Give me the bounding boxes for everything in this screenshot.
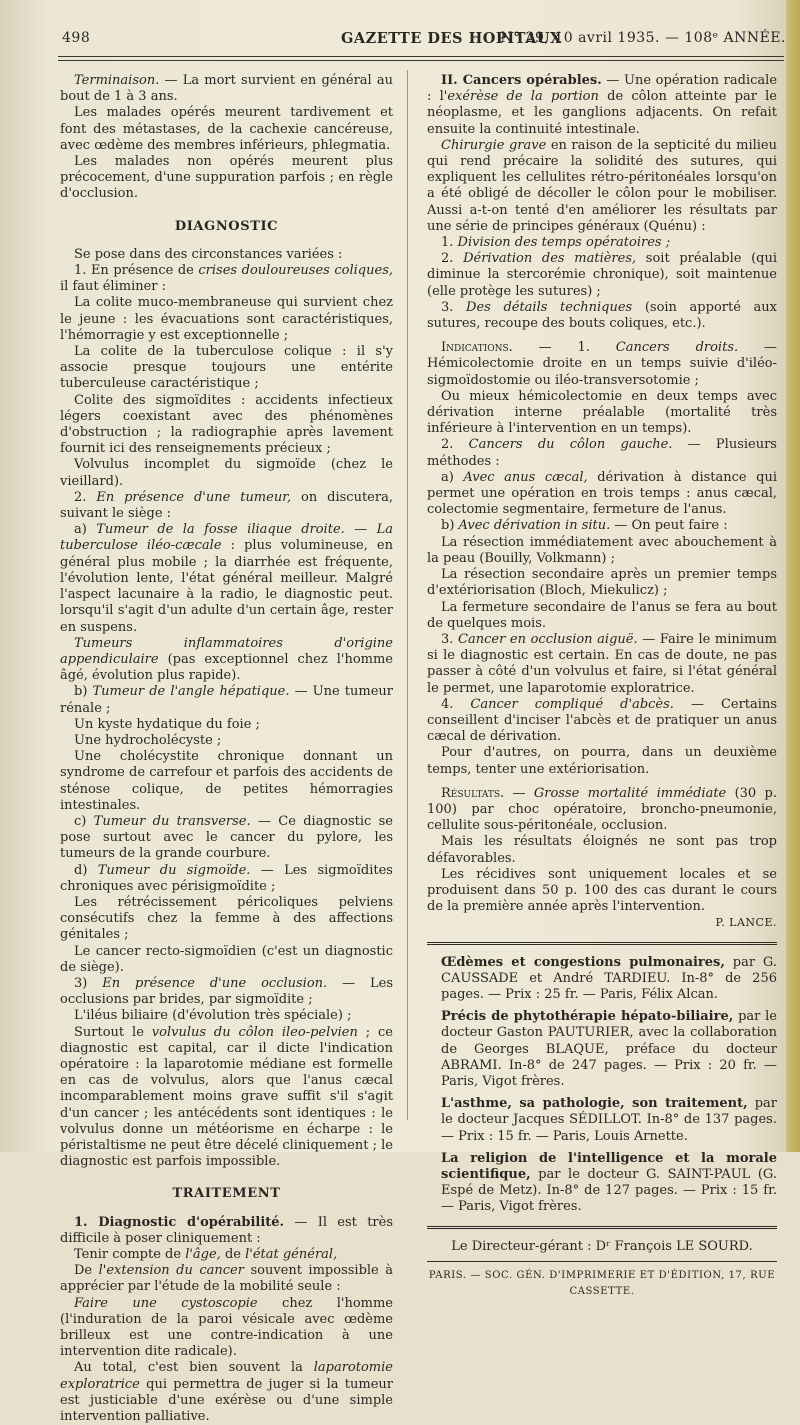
paragraph: Indications. — 1. Cancers droits. — Hémicolectomie droite en un temps suivie d'iléo-sigmoïdostomie ou iléo-transversotomie ;: [427, 340, 777, 388]
author-signature: P. LANCE.: [715, 916, 777, 930]
paragraph: Une cholécystite chronique donnant un syndrome de carrefour et parfois des accidents de sténose colique, de petites hémorragies intestinales.: [60, 749, 393, 813]
director-line: Le Directeur-gérant : Dʳ François LE SOURD.: [451, 1238, 753, 1254]
book-entry: La religion de l'intelligence et la morale scientifique, par le docteur G. SAINT-PAUL (G. Espé de Metz). In-8° de 127 pages. — Prix : 15 fr. — Paris, Vigot frères.: [441, 1150, 777, 1215]
paragraph: Un kyste hydatique du foie ;: [74, 716, 260, 732]
paragraph: 1. Division des temps opératoires ;: [441, 235, 671, 251]
paragraph: Tenir compte de l'âge, de l'état général,: [74, 1247, 338, 1263]
section-rule: [427, 942, 777, 945]
section-heading-traitement: TRAITEMENT: [172, 1186, 281, 1202]
paragraph: Les rétrécissement péricoliques pelviens consécutifs chez la femme à des affections génitales ;: [60, 894, 393, 943]
paragraph: Colite des sigmoïdites : accidents infectieux légers coexistant avec des phénomènes d'obstruction ; la radiographie après lavement fournit ici des renseignements précieux ;: [60, 392, 393, 457]
paragraph: d) Tumeur du sigmoïde. — Les sigmoïdites chroniques avec périsigmoïdite ;: [60, 862, 393, 894]
printer-line: PARIS. — SOC. GÉN. D'IMPRIMERIE ET D'ÉDITION, 17, RUE CASSETTE.: [428, 1269, 776, 1298]
footer-rule: [427, 1226, 777, 1229]
paragraph: II. Cancers opérables. — Une opération radicale : l'exérèse de la portion de côlon atteinte par le néoplasme, et les ganglions adjacents. On refait ensuite la continuité intestinale.: [427, 73, 778, 137]
column-divider: [407, 70, 408, 1120]
paragraph: a) Avec anus cæcal, dérivation à distance qui permet une opération en trois temps : anus cæcal, colectomie segmentaire, fermeture de l'anus.: [427, 469, 777, 518]
paragraph: Le cancer recto-sigmoïdien (c'est un diagnostic de siège).: [60, 943, 393, 975]
paragraph: a) Tumeur de la fosse iliaque droite. — La tuberculose iléo-cæcale : plus volumineuse, en général plus mobile ; la diarrhée est fréquente, l'évolution lente, l'état général meilleur. Malgré l'aspect lacunaire à la radio, le diagnostic peut. lorsqu'il s'agit d'un adulte d'un certain âge, rester en suspens.: [60, 522, 394, 635]
header-rule: [58, 56, 784, 57]
paragraph: Se pose dans des circonstances variées :: [74, 246, 343, 262]
left-column: [60, 73, 393, 1425]
paragraph: La fermeture secondaire de l'anus se fera au bout de quelques mois.: [427, 599, 777, 631]
paragraph: Les malades opérés meurent tardivement et font des métastases, de la cachexie cancéreuse, avec œdème des membres inférieurs, phlegmatia.: [60, 105, 393, 153]
book-entry: Précis de phytothérapie hépato-biliaire, par le docteur Gaston PAUTURIER, avec la collaboration de Georges BLAQUE, préface du docteur ABRAMI. In-8° de 247 pages. — Prix : 20 fr. — Paris, Vigot frères.: [441, 1009, 777, 1089]
paragraph: L'iléus biliaire (d'évolution très spéciale) ;: [74, 1008, 352, 1024]
paragraph: b) Tumeur de l'angle hépatique. — Une tumeur rénale ;: [60, 684, 393, 716]
paragraph: Surtout le volvulus du côlon ileo-pelvien ; ce diagnostic est capital, car il dicte l'indication opératoire : la laparotomie médiane est formelle en cas de volvulus, alors que l'anus cæcal incomparablement moins grave suffit s'il s'agit d'un cancer ; les antécédents sont identiques : le volvulus donne un météorisme en écharpe : le péristaltisme ne peut être décelé cliniquement ; le diagnostic est parfois impossible.: [60, 1024, 393, 1170]
paragraph: Terminaison. — La mort survient en général au bout de 1 à 3 ans.: [60, 73, 393, 105]
book-entry: Œdèmes et congestions pulmonaires, par G. CAUSSADE et André TARDIEU. In-8° de 256 pages. — Prix : 25 fr. — Paris, Félix Alcan.: [441, 954, 777, 1002]
paragraph: 3. Des détails techniques (soin apporté aux sutures, recoupe des bouts coliques, etc.).: [427, 299, 777, 332]
header-rule-2: [58, 60, 784, 61]
paragraph: c) Tumeur du transverse. — Ce diagnostic se pose surtout avec le cancer du pylore, les tumeurs de la grande courbure.: [60, 813, 393, 862]
paragraph: La colite muco-membraneuse qui survient chez le jeune : les évacuations sont caractéristiques, l'hémorragie y est exceptionnelle ;: [60, 295, 393, 343]
printer-rule: [427, 1261, 777, 1262]
book-list: [427, 955, 777, 1216]
paragraph: 1. Diagnostic d'opérabilité. — Il est très difficile à poser cliniquement :: [60, 1214, 394, 1246]
book-entry: L'asthme, sa pathologie, son traitement, par le docteur Jacques SÉDILLOT. In-8° de 137 pages. — Prix : 15 fr. — Paris, Louis Arnette.: [441, 1096, 777, 1144]
paragraph: 3) En présence d'une occlusion. — Les occlusions par brides, par sigmoïdite ;: [60, 975, 393, 1008]
paragraph: Résultats. — Grosse mortalité immédiate (30 p. 100) par choc opératoire, broncho-pneumonie, cellulite sous-péritonéale, occlusion.: [427, 785, 777, 834]
paragraph: La colite de la tuberculose colique : il s'y associe presque toujours une entérite tuberculeuse caractéristique ;: [60, 344, 393, 392]
paragraph: Tumeurs inflammatoires d'origine appendiculaire (pas exceptionnel chez l'homme âgé, évolution plus rapide).: [60, 635, 393, 684]
paragraph: Au total, c'est bien souvent la laparotomie exploratrice qui permettra de juger si la tumeur est justiciable d'une exérèse ou d'une simple intervention palliative.: [60, 1360, 393, 1425]
paragraph: 2. Cancers du côlon gauche. — Plusieurs méthodes :: [427, 437, 777, 469]
paragraph: 4. Cancer compliqué d'abcès. — Certains conseillent d'inciser l'abcès et de pratiquer un anus cæcal de dérivation.: [427, 696, 777, 745]
page-header: [58, 30, 786, 54]
page-number: 498: [62, 30, 91, 46]
paragraph: De l'extension du cancer souvent impossible à apprécier par l'étude de la mobilité seule :: [60, 1263, 393, 1295]
paragraph: Mais les résultats éloignés ne sont pas trop défavorables.: [427, 834, 777, 866]
paragraph: Ou mieux hémicolectomie en deux temps avec dérivation interne préalable (mortalité très inférieure à l'intervention en un temps).: [427, 388, 777, 437]
paragraph: Volvulus incomplet du sigmoïde (chez le vieillard).: [60, 457, 393, 489]
paragraph: Les récidives sont uniquement locales et se produisent dans 50 p. 100 des cas durant le cours de la première année après l'intervention.: [427, 866, 777, 915]
paragraph: Faire une cystoscopie chez l'homme (l'induration de la paroi vésicale avec œdème brilleux est une contre-indication à une intervention dite radicale).: [60, 1295, 393, 1360]
paragraph: 1. En présence de crises douloureuses coliques, il faut éliminer :: [60, 263, 393, 295]
paragraph: La résection secondaire après un premier temps d'extériorisation (Bloch, Miekulicz) ;: [427, 567, 777, 599]
paragraph: Pour d'autres, on pourra, dans un deuxième temps, tenter une extériorisation.: [427, 745, 777, 777]
paragraph: 2. En présence d'une tumeur, on discutera, suivant le siège :: [60, 489, 393, 522]
issue-info: N° 29, 10 avril 1935. — 108ᵉ ANNÉE.: [500, 30, 786, 46]
section-heading-diagnostic: DIAGNOSTIC: [174, 218, 279, 234]
paragraph: Une hydrocholécyste ;: [74, 732, 222, 748]
paragraph: b) Avec dérivation in situ. — On peut faire :: [441, 518, 728, 534]
paragraph: Les malades non opérés meurent plus précocement, d'une suppuration parfois ; en règle d'occlusion.: [60, 154, 393, 202]
paragraph: Chirurgie grave en raison de la septicité du milieu qui rend précaire la solidité des sutures, qui expliquent les cellulites rétro-péritonéales lorsqu'on a été obligé de décoller le côlon pour le mobiliser. Aussi a-t-on tenté d'en améliorer les résultats par une série de principes généraux (Quénu) :: [427, 137, 777, 234]
paragraph: La résection immédiatement avec abouchement à la peau (Bouilly, Volkmann) ;: [427, 534, 777, 566]
paragraph: 3. Cancer en occlusion aiguë. — Faire le minimum si le diagnostic est certain. En cas de doute, ne pas passer à côté d'un volvulus et faire, si l'état général le permet, une laparotomie exploratrice.: [427, 631, 777, 696]
right-column: [427, 73, 777, 1300]
page-edge-bar: [786, 0, 800, 1152]
paragraph: 2. Dérivation des matières, soit préalable (qui diminue la stercorémie chronique), soit maintenue (elle protège les sutures) ;: [427, 251, 778, 299]
journal-title: GAZETTE DES HOPITAUX: [341, 30, 562, 47]
